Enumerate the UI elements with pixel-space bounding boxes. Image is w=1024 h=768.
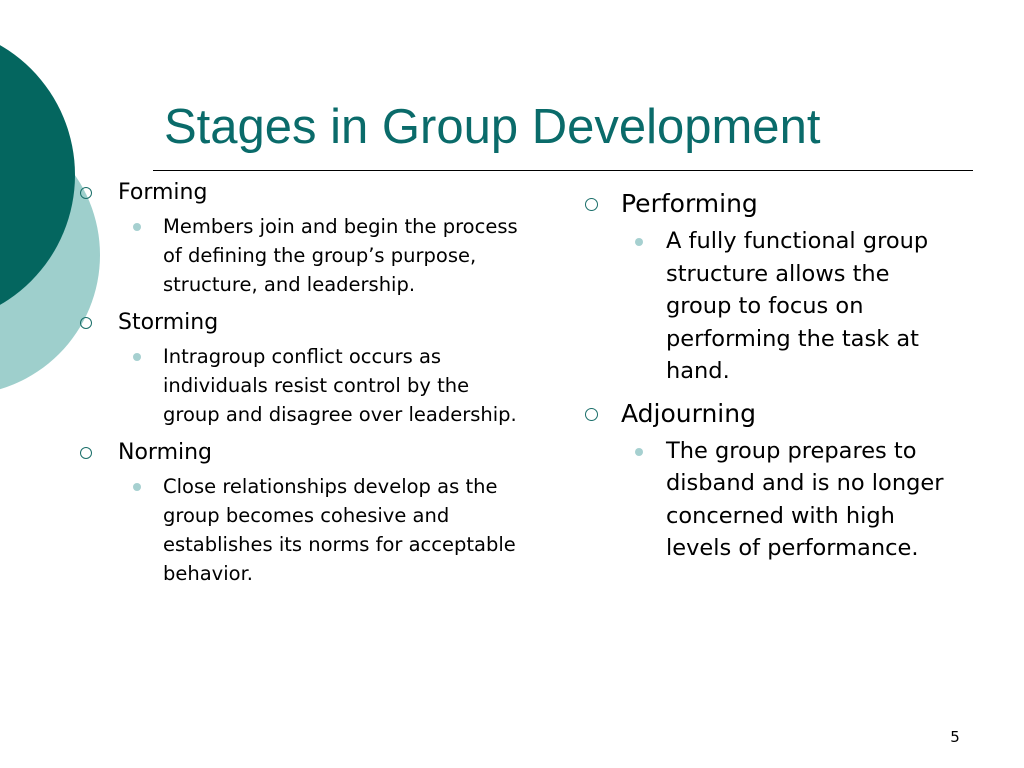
stage-name: Forming: [118, 180, 208, 205]
stage-forming: [78, 176, 523, 299]
hollow-ring-bullet-icon: [585, 408, 598, 421]
stage-name: Norming: [118, 440, 213, 465]
stage-detail: [666, 433, 961, 565]
title-divider: [153, 170, 973, 171]
stage-detail: [163, 339, 523, 429]
stage-detail-text: Members join and begin the process of defining the group’s purpose, structure, and leadership.: [163, 215, 518, 296]
stage-name: Storming: [118, 310, 219, 335]
stage-name: Performing: [621, 189, 758, 218]
stage-detail-text: Close relationships develop as the group becomes cohesive and establishes its norms for acceptable behavior.: [163, 475, 516, 585]
hollow-ring-bullet-icon: [80, 317, 92, 329]
stage-performing: [582, 185, 962, 388]
hollow-ring-bullet-icon: [80, 447, 92, 459]
hollow-ring-bullet-icon: [80, 187, 92, 199]
filled-dot-bullet-icon: [133, 483, 141, 491]
filled-dot-bullet-icon: [635, 448, 643, 456]
filled-dot-bullet-icon: [133, 353, 141, 361]
filled-dot-bullet-icon: [133, 223, 141, 231]
stage-detail-text: The group prepares to disband and is no longer concerned with high levels of performance.: [666, 437, 944, 561]
stage-detail: [666, 223, 961, 388]
slide-title: Stages in Group Development: [164, 100, 821, 154]
stage-detail: [163, 209, 523, 299]
stage-norming: [78, 436, 523, 588]
hollow-ring-bullet-icon: [585, 198, 598, 211]
filled-dot-bullet-icon: [635, 238, 643, 246]
stage-detail: [163, 469, 523, 588]
stage-detail-text: Intragroup conflict occurs as individuals resist control by the group and disagree over leadership.: [163, 345, 517, 426]
stage-storming: [78, 306, 523, 429]
stage-name: Adjourning: [621, 398, 756, 428]
right-column: [582, 185, 962, 565]
left-column: [78, 176, 523, 588]
stage-detail-text: A fully functional group structure allows the group to focus on performing the task at hand.: [666, 228, 929, 384]
slide-number: 5: [950, 728, 960, 746]
stage-adjourning: [582, 395, 962, 565]
